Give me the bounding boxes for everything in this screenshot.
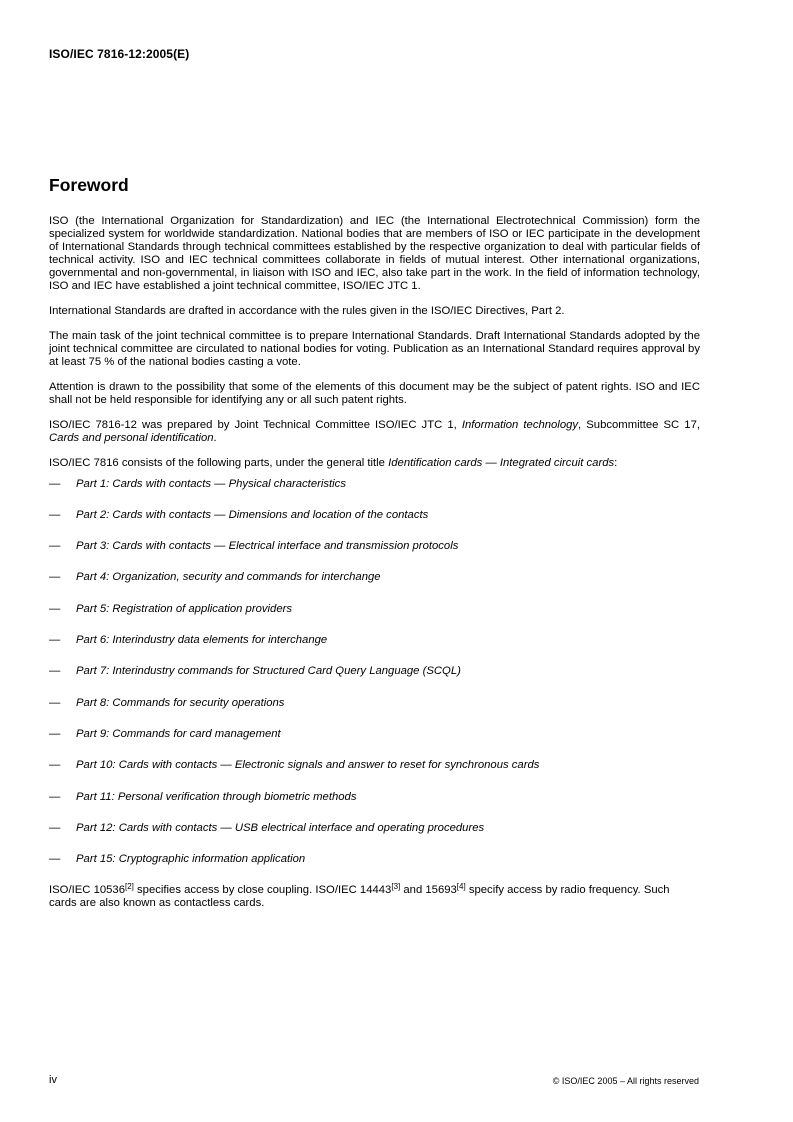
parts-intro-colon: : [614, 456, 618, 469]
dash: — [49, 477, 61, 490]
paragraph-parts-intro [49, 457, 700, 470]
committee-name: Information technology [461, 418, 579, 431]
list-item [49, 697, 700, 728]
prepared-by-text-3: . [213, 431, 217, 444]
part-title: Part 9: Commands for card management [76, 727, 281, 740]
dash: — [49, 665, 61, 678]
paragraph-patent-rights: Attention is drawn to the possibility that some of the elements of this document may be the subject of patent rights. ISO and IEC shall not be held responsible for identifying any or all such patent rights. [49, 380, 700, 406]
parts-intro-text: ISO/IEC 7816 consists of the following parts, under the general title [49, 456, 389, 469]
document-id: ISO/IEC 7816-12:2005(E) [49, 47, 190, 61]
paragraph-organizations: ISO (the International Organization for Standardization) and IEC (the International Electrotechnical Commission) form the specialized system for worldwide standardization. National bodies that are members of ISO or IEC participate in the development of International Standards through technical committees established by the respective organization to deal with particular fields of technical activity. ISO and IEC technical committees collaborate in fields of mutual interest. Other international organizations, governmental and non-governmental, in liaison with ISO and IEC, also take part in the work. In the field of information technology, ISO and IEC have established a joint technical committee, ISO/IEC JTC 1. [49, 215, 700, 292]
copyright-notice: © ISO/IEC 2005 – All rights reserved [552, 1076, 699, 1086]
paragraph-directives: International Standards are drafted in accordance with the rules given in the ISO/IEC Directives, Part 2. [49, 304, 565, 317]
paragraph-contactless [49, 884, 700, 910]
parts-list [49, 478, 700, 885]
prepared-by-text-1: ISO/IEC 7816-12 was prepared by Joint Technical Committee ISO/IEC JTC 1, [49, 418, 462, 431]
contactless-text-4: specify access by radio frequency. Such cards are also known as contactless cards. [49, 884, 670, 910]
contactless-text-3: and 15693 [400, 884, 457, 897]
general-title: Identification cards — Integrated circuit cards [388, 456, 615, 469]
reference-3: [3] [391, 882, 401, 892]
part-title: Part 7: Interindustry commands for Structured Card Query Language (SCQL) [76, 665, 461, 678]
dash: — [49, 853, 61, 866]
list-item [49, 540, 700, 571]
list-item [49, 509, 700, 540]
page-number: iv [49, 1074, 57, 1086]
list-item [49, 759, 700, 790]
list-item [49, 728, 700, 759]
contactless-text-2: specifies access by close coupling. ISO/IEC 14443 [133, 884, 392, 897]
list-item [49, 665, 700, 696]
dash: — [49, 727, 61, 740]
list-item [49, 791, 700, 822]
part-title: Part 15: Cryptographic information application [76, 853, 306, 866]
dash: — [49, 821, 61, 834]
part-title: Part 4: Organization, security and commands for interchange [76, 571, 381, 584]
subcommittee-name: Cards and personal identification [49, 431, 214, 444]
part-title: Part 2: Cards with contacts — Dimensions and location of the contacts [76, 508, 429, 521]
part-title: Part 3: Cards with contacts — Electrical interface and transmission protocols [76, 540, 459, 553]
part-title: Part 5: Registration of application providers [76, 602, 293, 615]
dash: — [49, 634, 61, 647]
reference-2: [2] [124, 882, 134, 892]
dash: — [49, 508, 61, 521]
part-title: Part 12: Cards with contacts — USB electrical interface and operating procedures [76, 821, 485, 834]
dash: — [49, 696, 61, 709]
foreword-body [49, 215, 700, 922]
paragraph-main-task: The main task of the joint technical committee is to prepare International Standards. Draft International Standards adopted by the joint technical committee are circulated to national bodies for voting. Publication as an International Standard requires approval by at least 75 % of the national bodies casting a vote. [49, 329, 700, 368]
list-item [49, 478, 700, 509]
part-title: Part 6: Interindustry data elements for interchange [76, 634, 328, 647]
list-item [49, 822, 700, 853]
list-item [49, 634, 700, 665]
part-title: Part 10: Cards with contacts — Electronic signals and answer to reset for synchronous cards [76, 759, 540, 772]
dash: — [49, 602, 61, 615]
reference-4: [4] [456, 882, 466, 892]
dash: — [49, 571, 61, 584]
part-title: Part 11: Personal verification through biometric methods [76, 790, 357, 803]
list-item [49, 853, 700, 884]
page-title: Foreword [49, 175, 129, 195]
part-title: Part 1: Cards with contacts — Physical characteristics [76, 477, 346, 490]
dash: — [49, 540, 61, 553]
dash: — [49, 790, 61, 803]
contactless-text-1: ISO/IEC 10536 [49, 884, 125, 897]
dash: — [49, 759, 61, 772]
list-item [49, 571, 700, 602]
paragraph-prepared-by [49, 419, 700, 445]
list-item [49, 603, 700, 634]
part-title: Part 8: Commands for security operations [76, 696, 285, 709]
prepared-by-text-2: , Subcommittee SC 17, [578, 418, 700, 431]
